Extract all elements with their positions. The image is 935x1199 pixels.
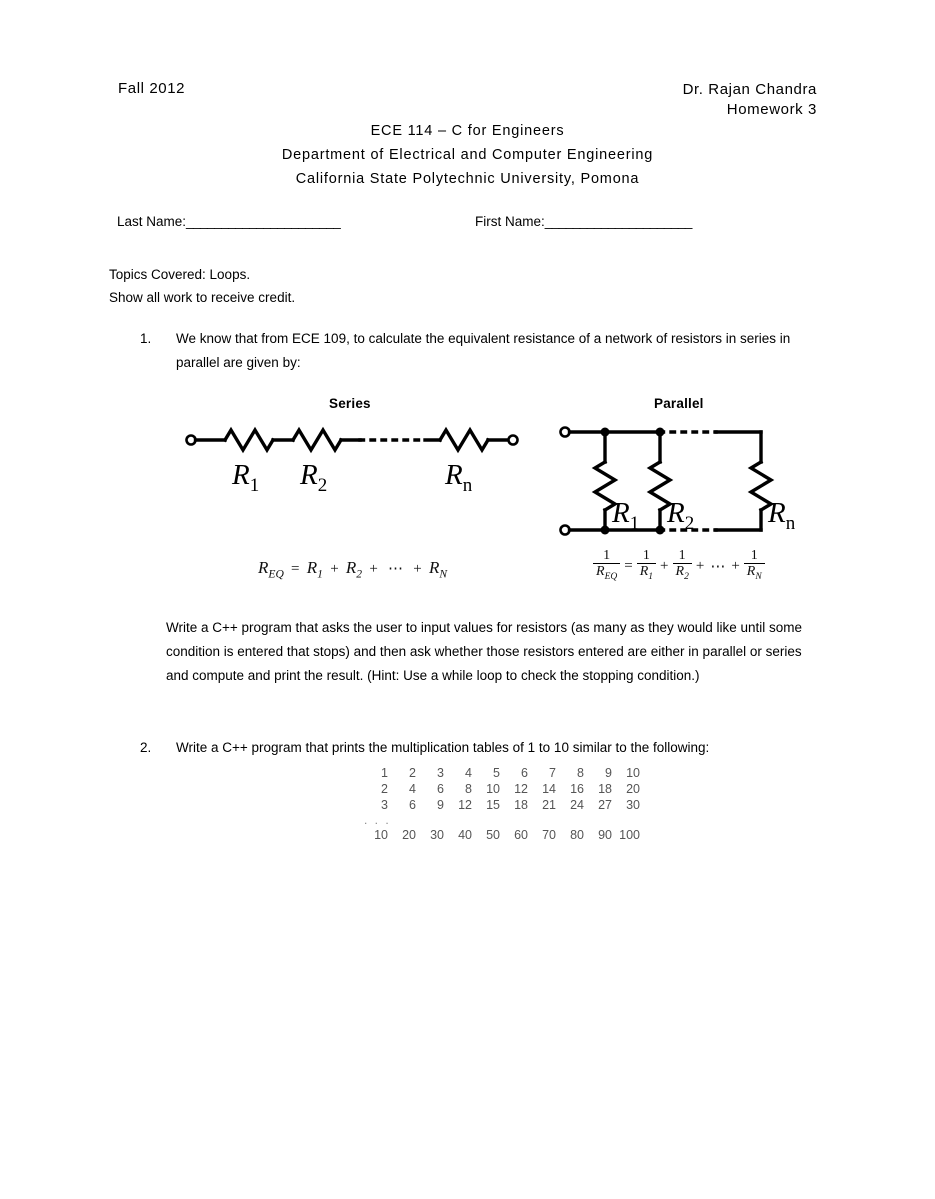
series-label-rn: $R_n$ [445, 459, 473, 496]
table-cell: 3 [381, 798, 388, 812]
table-cell: 10 [626, 766, 640, 780]
table-cell: 27 [598, 798, 612, 812]
table-cell: 12 [458, 798, 472, 812]
series-label-r1: $R_1$ [232, 459, 260, 496]
table-cell: 8 [577, 766, 584, 780]
course-info-block [0, 119, 935, 191]
table-cell: 18 [514, 798, 528, 812]
eq-parallel-term-1: $\frac{1}{R_1}$ [637, 548, 656, 585]
table-cell: 80 [570, 828, 584, 842]
table-row [360, 765, 640, 781]
table-cell: 16 [570, 782, 584, 796]
eq-series-ellipsis: ⋯ [388, 561, 404, 577]
eq-series-lhs: $R_{EQ}$ [258, 558, 284, 581]
table-cell: 30 [626, 798, 640, 812]
table-cell: 100 [619, 828, 640, 842]
parallel-circuit-diagram [556, 418, 811, 543]
parallel-label-r2: $R_2$ [667, 497, 695, 534]
table-cell: 90 [598, 828, 612, 842]
table-ellipsis-row: . . . [364, 813, 391, 827]
last-name-blank[interactable]: ______________________ [186, 214, 341, 229]
table-cell: 2 [381, 782, 388, 796]
department-name: Department of Electrical and Computer Engineering [281, 147, 654, 163]
table-cell: 18 [598, 782, 612, 796]
table-row [360, 827, 640, 843]
series-circuit-diagram [182, 418, 527, 528]
table-cell: 4 [409, 782, 416, 796]
eq-parallel-term-2: $\frac{1}{R_2}$ [673, 548, 692, 585]
eq-parallel-plus-1: + [660, 557, 669, 574]
table-cell: 4 [465, 766, 472, 780]
eq-series-plus-1: + [330, 561, 339, 577]
circuit-diagrams [0, 396, 935, 596]
document-header [118, 80, 817, 120]
instructor-block [683, 80, 817, 120]
question-1-number: 1. [140, 331, 152, 346]
eq-parallel-lhs-fraction: $\frac{1}{R_{EQ}}$ [593, 548, 620, 585]
multiplication-table-output [360, 765, 640, 843]
eq-parallel-equals: = [624, 557, 633, 574]
question-1-text: We know that from ECE 109, to calculate the equivalent resistance of a network of resistors in series in parallel are given by: [176, 331, 791, 370]
eq-parallel-ellipsis: ⋯ [710, 558, 726, 575]
table-row [360, 781, 640, 797]
table-cell: 9 [605, 766, 612, 780]
table-cell: 6 [409, 798, 416, 812]
assignment-title: Homework 3 [726, 101, 817, 118]
series-diagram-title: Series [329, 396, 371, 411]
last-name-label: Last Name: [117, 214, 187, 229]
table-cell: 5 [493, 766, 500, 780]
eq-series-term-2: $R_2$ [345, 558, 363, 581]
parallel-label-rn: $R_n$ [768, 497, 796, 534]
table-cell: 6 [521, 766, 528, 780]
eq-series-plus-2: + [369, 561, 378, 577]
table-cell: 8 [465, 782, 472, 796]
question-1-followup: Write a C++ program that asks the user to input values for resistors (as many as they would like until some condition is entered that stops) and then ask whether those resistors entered are either in parallel or series and compute and print the result. (Hint: Use a while loop to check the stopping condition.) [166, 620, 803, 683]
table-cell: 1 [381, 766, 388, 780]
table-cell: 24 [570, 798, 584, 812]
topics-covered: Topics Covered: Loops. [109, 267, 251, 282]
first-name-field[interactable] [475, 214, 692, 229]
table-cell: 15 [486, 798, 500, 812]
table-cell: 30 [430, 828, 444, 842]
question-2 [140, 736, 840, 760]
eq-parallel-term-n: $\frac{1}{R_N}$ [744, 548, 765, 585]
table-cell: 2 [409, 766, 416, 780]
table-cell: 14 [542, 782, 556, 796]
table-cell: 6 [437, 782, 444, 796]
parallel-equation [592, 548, 766, 585]
first-name-blank[interactable]: _____________________ [544, 214, 692, 229]
table-cell: 20 [626, 782, 640, 796]
term-label: Fall 2012 [118, 80, 186, 97]
table-cell: 10 [486, 782, 500, 796]
parallel-label-r1: $R_1$ [612, 497, 640, 534]
table-cell: 21 [542, 798, 556, 812]
question-1 [140, 327, 830, 375]
work-instruction: Show all work to receive credit. [109, 290, 296, 305]
parallel-diagram-title: Parallel [654, 396, 704, 411]
question-2-number: 2. [140, 740, 152, 755]
table-cell: 20 [402, 828, 416, 842]
instructor-name: Dr. Rajan Chandra [682, 81, 817, 98]
table-cell: 50 [486, 828, 500, 842]
table-cell: 9 [437, 798, 444, 812]
eq-parallel-plus-2: + [695, 557, 705, 574]
university-name: California State Polytechnic University, Pomona [295, 171, 640, 187]
table-cell: 7 [549, 766, 556, 780]
table-cell: 12 [514, 782, 528, 796]
question-2-text: Write a C++ program that prints the multiplication tables of 1 to 10 similar to the following: [176, 740, 710, 755]
eq-series-equals: = [291, 561, 300, 577]
table-cell: 3 [437, 766, 444, 780]
topics-block [109, 263, 295, 309]
last-name-field[interactable] [117, 214, 340, 229]
table-cell: 60 [514, 828, 528, 842]
table-cell: 10 [374, 828, 388, 842]
series-label-r2: $R_2$ [300, 459, 328, 496]
table-cell: 40 [458, 828, 472, 842]
eq-parallel-plus-3: + [731, 557, 740, 574]
eq-series-plus-3: + [413, 561, 422, 577]
table-row [360, 797, 640, 813]
series-equation [258, 558, 447, 580]
first-name-label: First Name: [475, 214, 545, 229]
course-title: ECE 114 – C for Engineers [370, 123, 565, 139]
eq-series-term-n: $R_N$ [429, 558, 448, 581]
eq-series-term-1: $R_1$ [306, 558, 323, 581]
table-cell: 70 [542, 828, 556, 842]
